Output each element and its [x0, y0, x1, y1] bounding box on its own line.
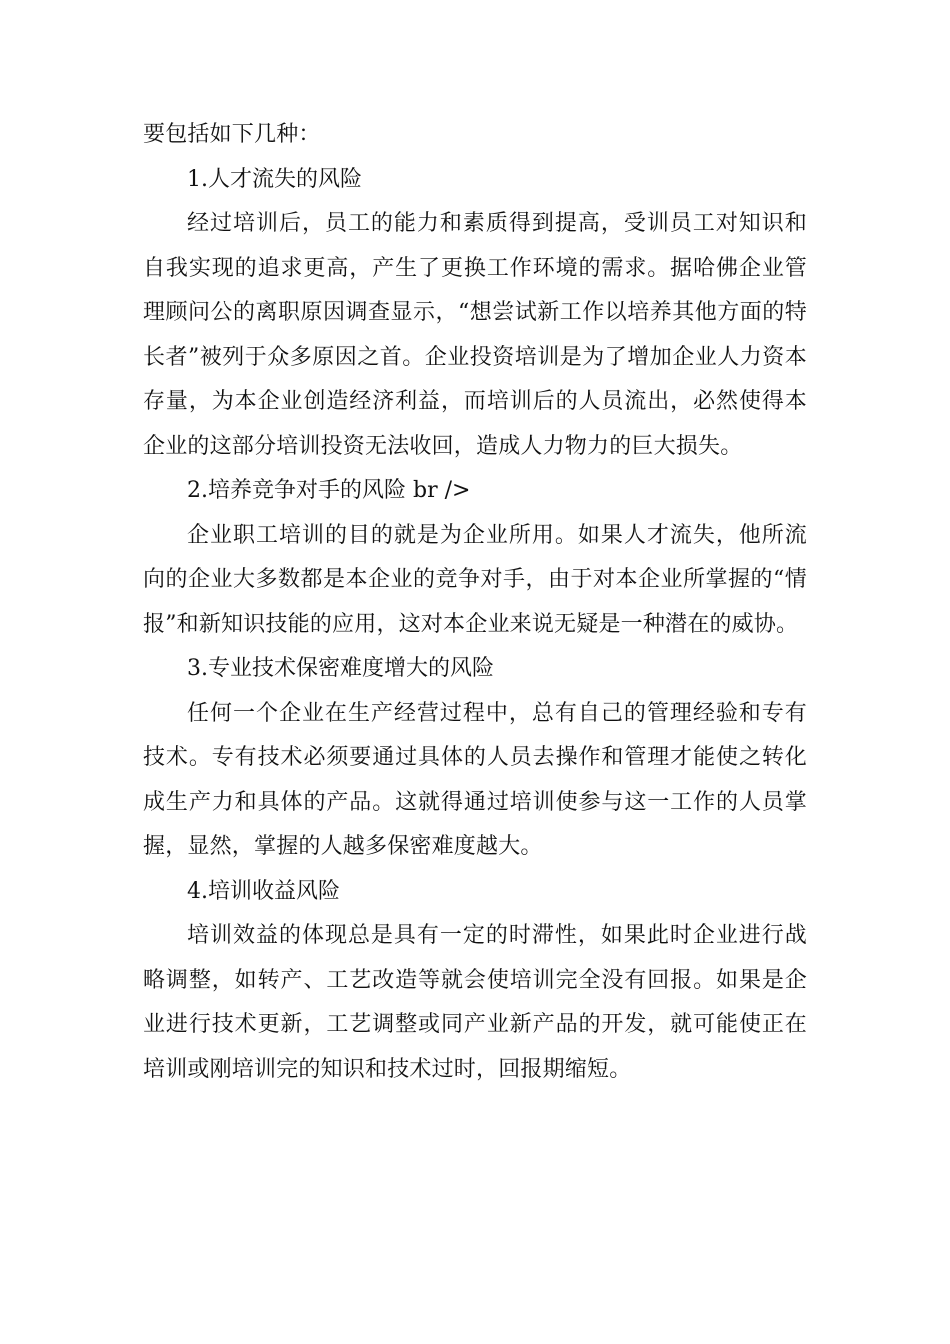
section-heading-2: 2.培养竞争对手的风险 br />: [187, 478, 471, 503]
section-body-3: 任何一个企业在生产经营过程中，总有自己的管理经验和专有技术。专有技术必须要通过具体的人员去操作和管理才能使之转化成生产力和具体的产品。这就得通过培训使参与这一工作的人员掌握，显然，掌握的人越多保密难度越大。: [143, 700, 807, 859]
section-body-4: 培训效益的体现总是具有一定的时滞性，如果此时企业进行战略调整，如转产、工艺改造等就会使培训完全没有回报。如果是企业进行技术更新，工艺调整或同产业新产品的开发，就可能使正在培训或刚培训完的知识和技术过时，回报期缩短。: [143, 923, 807, 1082]
section-body-2: 企业职工培训的目的就是为企业所用。如果人才流失，他所流向的企业大多数都是本企业的竞争对手，由于对本企业所掌握的“情报”和新知识技能的应用，这对本企业来说无疑是一种潜在的威协。: [143, 522, 807, 637]
section-heading-4: 4.培训收益风险: [187, 878, 340, 904]
intro-text: 要包括如下几种：: [143, 122, 321, 147]
section-body-1: 经过培训后，员工的能力和素质得到提高，受训员工对知识和自我实现的追求更高，产生了更换工作环境的需求。据哈佛企业管理顾问公的离职原因调查显示，“想尝试新工作以培养其他方面的特长者”被列于众多原因之首。企业投资培训是为了增加企业人力资本存量，为本企业创造经济利益，而培训后的人员流出，必然使得本企业的这部分培训投资无法收回，造成人力物力的巨大损失。: [143, 211, 807, 459]
document-body: [143, 113, 807, 1092]
section-heading-3: 3.专业技术保密难度增大的风险: [187, 656, 494, 681]
section-heading-1: 1.人才流失的风险: [187, 166, 362, 192]
